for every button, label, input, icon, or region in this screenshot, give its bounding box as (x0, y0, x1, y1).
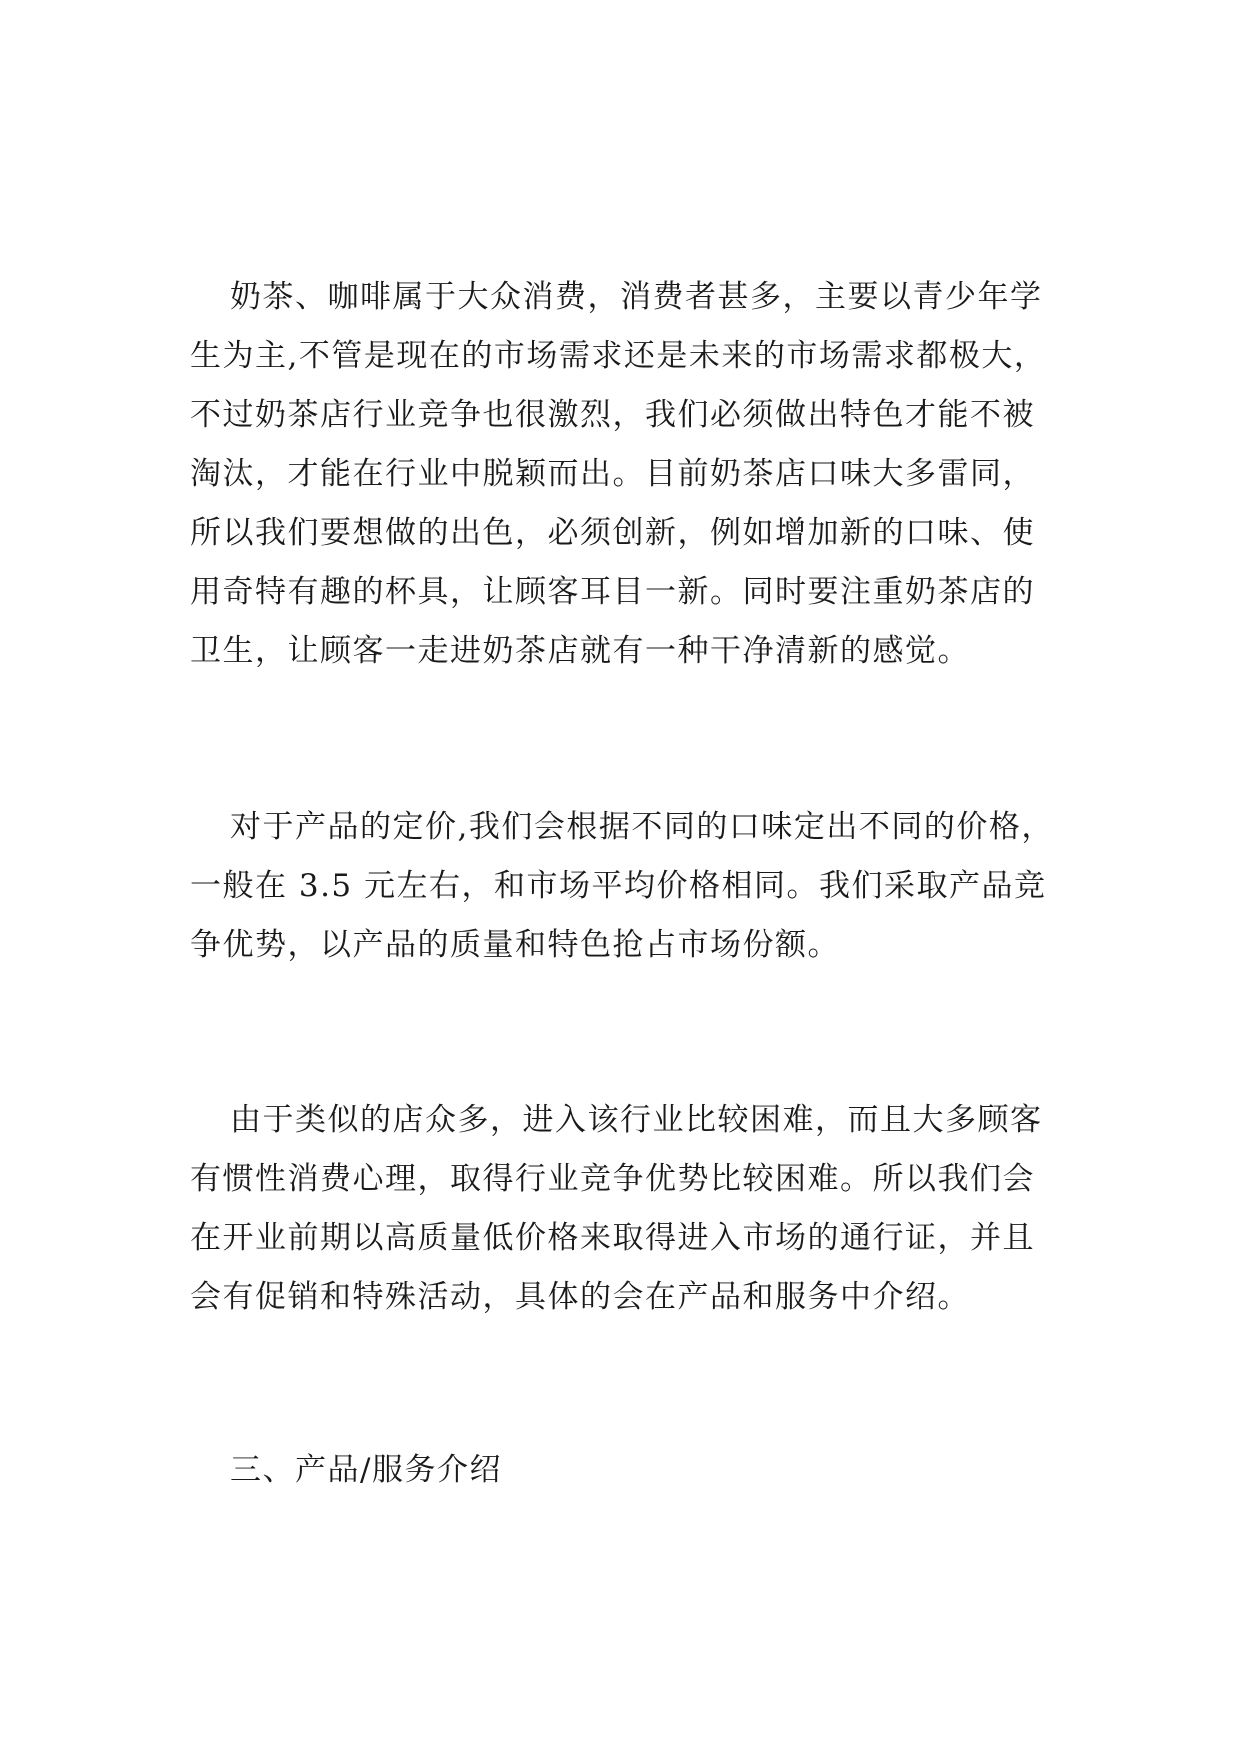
text-line: 对于产品的定价,我们会根据不同的口味定出不同的价格， (230, 809, 1054, 845)
text-line: 在开业前期以高质量低价格来取得进入市场的通行证，并且 (190, 1220, 1035, 1256)
text-line: 由于类似的店众多，进入该行业比较困难，而且大多顾客 (230, 1102, 1043, 1138)
text-line: 奶茶、咖啡属于大众消费，消费者甚多，主要以青少年学 (230, 279, 1043, 315)
text-line: 所以我们要想做的出色，必须创新，例如增加新的口味、使 (190, 515, 1035, 551)
text-line: 会有促销和特殊活动，具体的会在产品和服务中介绍。 (190, 1279, 970, 1315)
paragraph-pricing (190, 798, 1054, 975)
paragraph-market-analysis (190, 268, 1050, 681)
paragraph-competition (190, 1091, 1050, 1327)
section-heading (190, 1441, 1050, 1500)
section-heading-text: 三、产品/服务介绍 (230, 1452, 502, 1488)
text-line: 淘汰，才能在行业中脱颖而出。目前奶茶店口味大多雷同， (190, 456, 1035, 492)
text-line: 不过奶茶店行业竞争也很激烈，我们必须做出特色才能不被 (190, 397, 1035, 433)
text-line: 卫生，让顾客一走进奶茶店就有一种干净清新的感觉。 (190, 633, 970, 669)
text-line: 争优势，以产品的质量和特色抢占市场份额。 (190, 927, 840, 963)
text-line: 有惯性消费心理，取得行业竞争优势比较困难。所以我们会 (190, 1161, 1035, 1197)
text-line: 用奇特有趣的杯具，让顾客耳目一新。同时要注重奶茶店的 (190, 574, 1035, 610)
text-line: 一般在 3.5 元左右，和市场平均价格相同。我们采取产品竞 (190, 868, 1047, 904)
text-line: 生为主,不管是现在的市场需求还是未来的市场需求都极大， (190, 338, 1047, 374)
